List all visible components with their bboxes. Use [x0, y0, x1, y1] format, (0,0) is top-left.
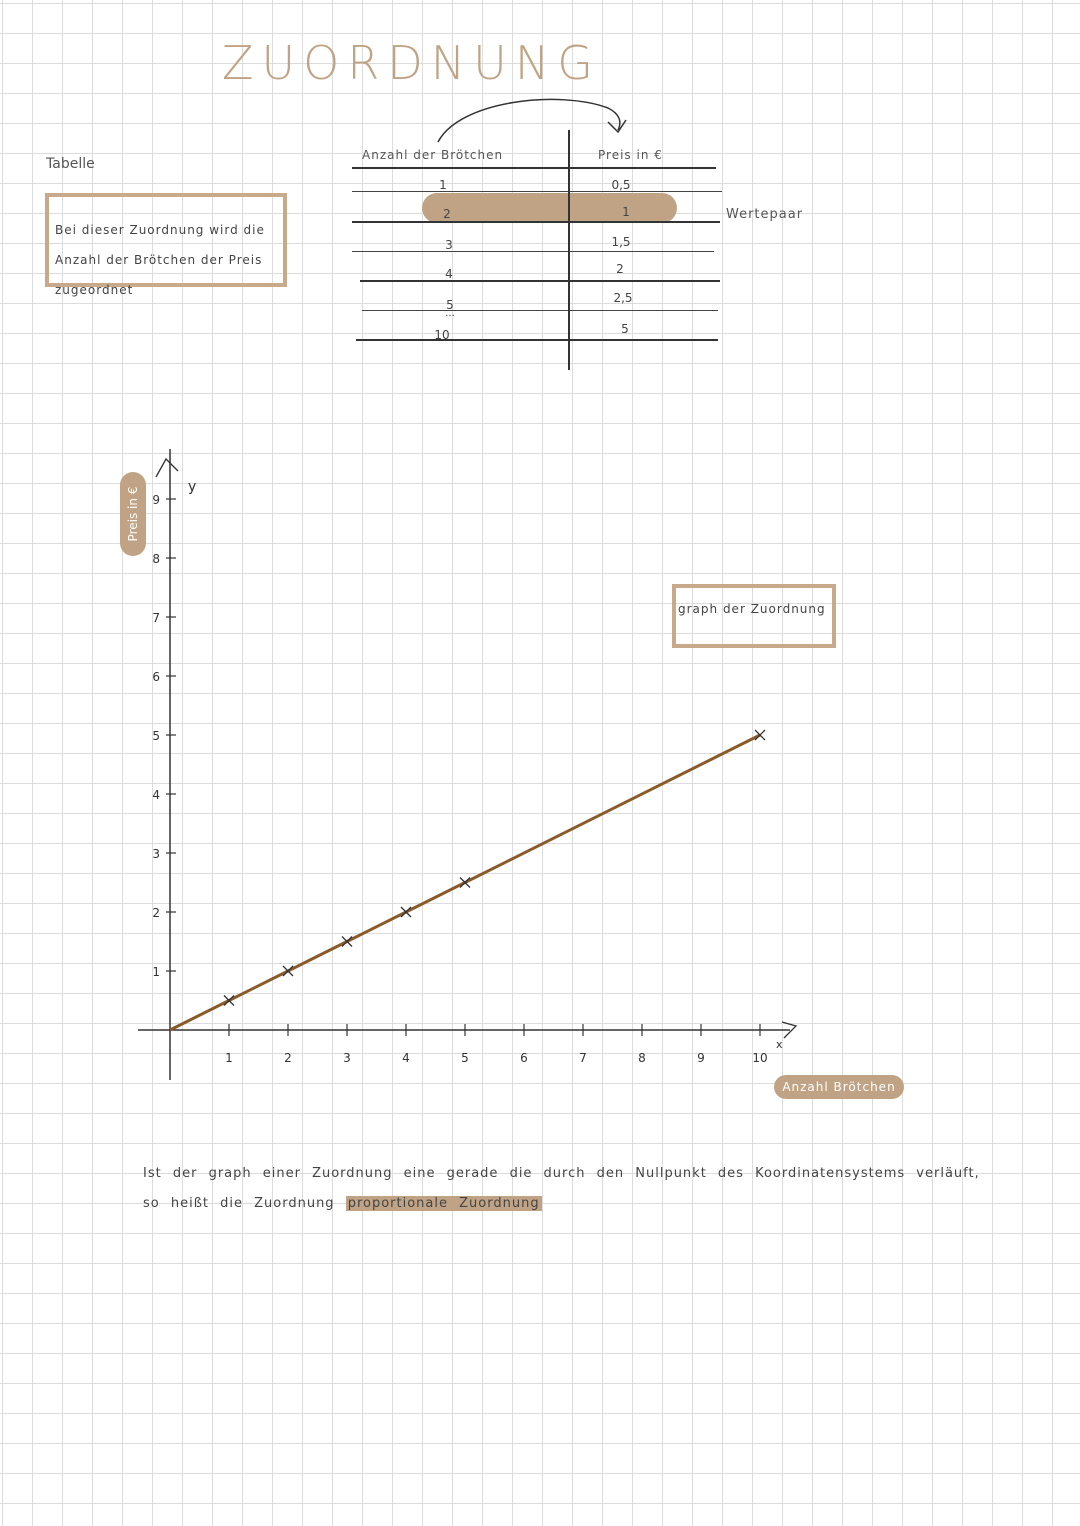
table-divider: [352, 251, 714, 252]
x-tick-label: 7: [579, 1051, 587, 1065]
conclusion-prefix: so heißt die Zuordnung: [143, 1196, 335, 1211]
table-cell-price: 2: [616, 262, 624, 276]
value-pair-note: Wertepaar: [726, 207, 804, 222]
y-tick-label: 9: [152, 493, 160, 507]
x-tick-label: 4: [402, 1051, 410, 1065]
data-point: [283, 966, 293, 976]
proportional-term: proportionale Zuordnung: [347, 1196, 540, 1211]
definition-line: Anzahl der Brötchen der Preis: [55, 253, 263, 267]
x-tick-label: 1: [225, 1051, 233, 1065]
table-divider: [362, 310, 718, 311]
table-cell-count: 4: [445, 267, 453, 281]
definition-line: zugeordnet: [55, 283, 134, 297]
table-header-count: Anzahl der Brötchen: [362, 148, 504, 162]
conclusion-line-2: [143, 1196, 542, 1211]
mapping-arrow-icon: [420, 90, 640, 150]
data-point: [401, 907, 411, 917]
page-title: ZUORDNUNG: [222, 36, 601, 90]
x-tick-label: 2: [284, 1051, 292, 1065]
data-point: [460, 878, 470, 888]
table-column-divider: [568, 130, 570, 370]
table-divider: [352, 221, 720, 223]
table-cell-price: 1: [622, 205, 630, 219]
table-cell-count: 10: [434, 328, 450, 342]
y-tick-label: 5: [152, 729, 160, 743]
table-cell-price: 2,5: [613, 291, 633, 305]
y-tick-label: 1: [152, 965, 160, 979]
table-divider: [356, 339, 718, 341]
table-cell-count: 2: [443, 207, 451, 221]
y-axis-label-text: Preis in €: [126, 486, 140, 542]
y-tick-label: 4: [152, 788, 160, 802]
x-tick-label: 3: [343, 1051, 351, 1065]
table-cell-price: 0,5: [611, 178, 631, 192]
y-axis-arrow-icon: [156, 459, 178, 477]
table-cell-count: 3: [445, 238, 453, 252]
x-tick-label: 5: [461, 1051, 469, 1065]
table-cell-count: ...: [445, 308, 455, 319]
data-point: [224, 996, 234, 1006]
table-cell-count: 5: [446, 298, 454, 312]
table-cell-count: 1: [439, 178, 447, 192]
coordinate-chart: [0, 440, 1080, 1100]
table-divider: [352, 191, 722, 192]
data-point: [342, 937, 352, 947]
graph-note-box: graph der Zuordnung: [672, 584, 836, 648]
x-tick-label: 8: [638, 1051, 646, 1065]
table-divider: [360, 280, 720, 282]
x-axis-letter: x: [776, 1038, 783, 1051]
table-label: Tabelle: [46, 156, 95, 172]
y-tick-label: 2: [152, 906, 160, 920]
table-header-price: Preis in €: [598, 148, 663, 162]
y-tick-label: 6: [152, 670, 160, 684]
table-cell-price: 5: [621, 322, 629, 336]
y-tick-label: 7: [152, 611, 160, 625]
definition-line: Bei dieser Zuordnung wird die: [55, 223, 265, 237]
conclusion-line-1: Ist der graph einer Zuordnung eine gerade die durch den Nullpunkt des Koordinatensystems verläuft,: [143, 1166, 980, 1181]
y-axis-label: [120, 472, 146, 556]
table-divider: [352, 167, 716, 169]
x-tick-label: 10: [752, 1051, 768, 1065]
x-axis-label: Anzahl Brötchen: [774, 1075, 904, 1099]
x-tick-label: 9: [697, 1051, 705, 1065]
x-tick-label: 6: [520, 1051, 528, 1065]
y-axis-letter: y: [188, 479, 197, 495]
table-cell-price: 1,5: [611, 235, 631, 249]
y-tick-label: 3: [152, 847, 160, 861]
definition-box: [45, 193, 287, 297]
data-point: [755, 730, 765, 740]
y-tick-label: 8: [152, 552, 160, 566]
